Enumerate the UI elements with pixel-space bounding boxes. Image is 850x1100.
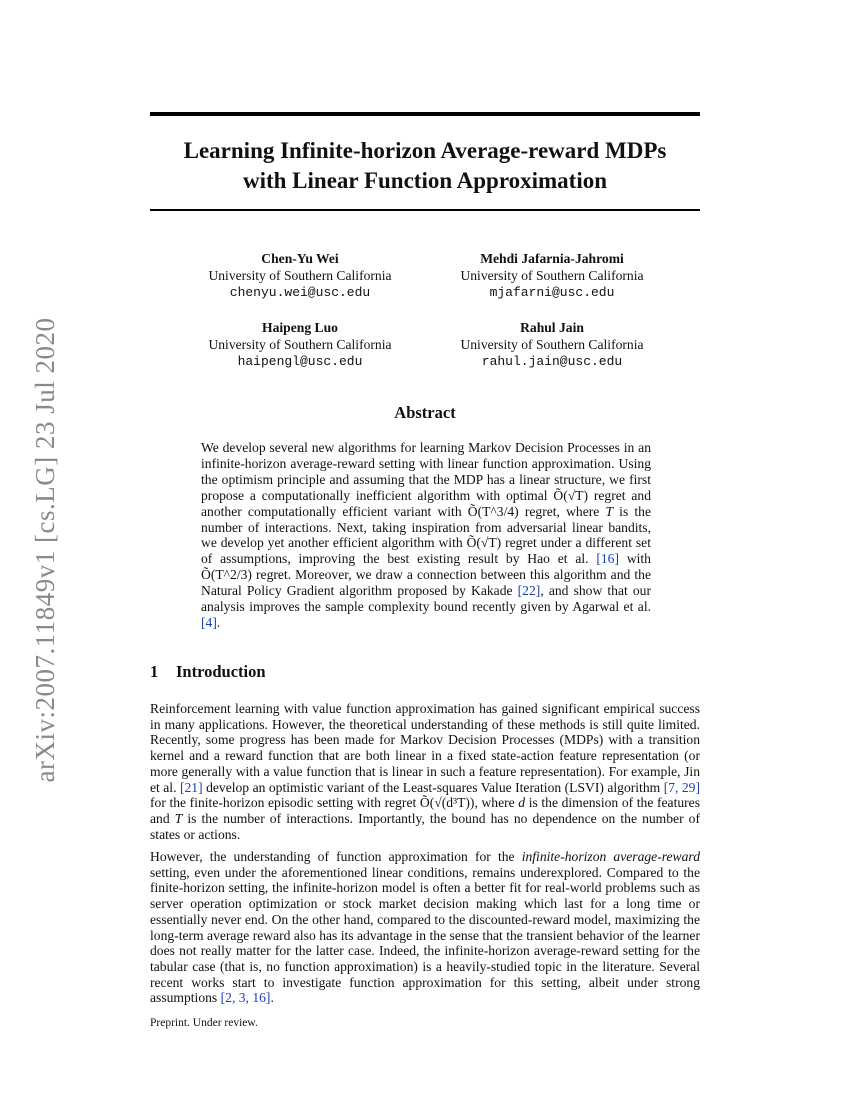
title-line-1: Learning Infinite-horizon Average-reward MDPs <box>183 138 667 163</box>
arxiv-id: arXiv:2007.11849v1 [cs.LG] 23 Jul 2020 <box>30 317 60 783</box>
intro-paragraph-1: Reinforcement learning with value function approximation has gained significant empirical success in many applications. However, the theoretical understanding of these methods is still quite limited. Recently, some progress has been made for Markov Decision Processes (MDPs) with a transition kernel and a reward function that are both linear in a fixed state-action feature representation (or more generally with a value function that is linear in such a feature representation). For example, Jin et al. [21] develop an optimistic variant of the Least-squares Value Iteration (LSVI) algorithm [7, 29] for the finite-horizon episodic setting with regret Õ(√(d³T)), where d is the dimension of the features and T is the number of interactions. Importantly, the bound has no dependence on the number of states or actions. <box>150 701 701 842</box>
abstract-heading: Abstract <box>394 403 456 422</box>
math: T <box>174 810 183 826</box>
author-affiliation: University of Southern California <box>208 268 392 283</box>
author-email[interactable]: haipengl@usc.edu <box>237 354 363 369</box>
author-name: Haipeng Luo <box>262 320 338 335</box>
intro-paragraph-2: However, the understanding of function approximation for the infinite-horizon average-reward setting, even under the aforementioned linear conditions, remains underexplored. Compared to the finite-horizon setting, the infinite-horizon model is often a better fit for real-world problems such as server operation optimization or stock market decision making which last for a long time or essentially never end. On the other hand, compared to the discounted-reward model, maximizing the long-term average reward also has its advantage in the sense that the transient behavior of the learner does not really matter for the latter case. Indeed, the infinite-horizon average-reward setting for the tabular case (that is, no function approximation) is a heavily-studied topic in the literature. Several recent works start to investigate function approximation for this setting, albeit under strong assumptions [2, 3, 16]. <box>150 849 700 1006</box>
author-block-2 <box>422 250 682 301</box>
author-affiliation: University of Southern California <box>460 268 644 283</box>
title-rule-top <box>150 112 700 116</box>
title-rule-bottom <box>150 209 700 211</box>
preprint-footer: Preprint. Under review. <box>150 1017 258 1029</box>
author-name: Mehdi Jafarnia-Jahromi <box>480 251 624 266</box>
abstract-body: We develop several new algorithms for learning Markov Decision Processes in an infinite-horizon average-reward setting with linear function approximation. Using the optimism principle and assuming that the MDP has a linear structure, we first propose a computationally inefficient algorithm with optimal Õ(√T) regret and another computationally efficient variant with Õ(T^3/4) regret, where T is the number of interactions. Next, taking inspiration from adversarial linear bandits, we develop yet another efficient algorithm with Õ(√T) regret under a different set of assumptions, improving the best existing result by Hao et al. [16] with Õ(T^2/3) regret. Moreover, we draw a connection between this algorithm and the Natural Policy Gradient algorithm proposed by Kakade [22], and show that our analysis improves the sample complexity bound recently given by Agarwal et al. [4]. <box>201 440 651 630</box>
author-email[interactable]: rahul.jain@usc.edu <box>481 354 623 369</box>
arxiv-watermark <box>10 300 60 800</box>
math: Õ(T^2/3) <box>201 567 252 583</box>
author-email[interactable]: chenyu.wei@usc.edu <box>229 285 371 300</box>
math: Õ(√T) <box>466 535 502 551</box>
author-affiliation: University of Southern California <box>208 337 392 352</box>
author-name: Rahul Jain <box>520 320 584 335</box>
math: T <box>605 503 614 519</box>
emphasis: infinite-horizon average-reward <box>521 849 700 864</box>
author-block-4 <box>422 319 682 370</box>
math: Õ(T^3/4) <box>467 503 519 519</box>
author-name: Chen-Yu Wei <box>261 251 339 266</box>
citation-link[interactable]: [7, 29] <box>663 779 700 795</box>
math: Õ(√T) <box>553 487 589 503</box>
author-block-3 <box>170 319 430 370</box>
author-block-1 <box>170 250 430 301</box>
author-email[interactable]: mjafarni@usc.edu <box>489 285 615 300</box>
author-affiliation: University of Southern California <box>460 337 644 352</box>
citation-link[interactable]: [22] <box>517 583 541 599</box>
math: Õ(√(d³T)) <box>419 795 475 811</box>
paper-title <box>150 136 700 196</box>
section-heading <box>150 662 266 682</box>
citation-link[interactable]: [16] <box>596 551 620 567</box>
citation-link[interactable]: [2, 3, 16] <box>220 990 271 1006</box>
section-number: 1 <box>150 662 159 681</box>
citation-link[interactable]: [21] <box>179 779 203 795</box>
citation-link[interactable]: [4] <box>201 614 217 630</box>
section-title: Introduction <box>176 662 266 681</box>
title-line-2: with Linear Function Approximation <box>242 168 607 193</box>
math: d <box>518 795 526 811</box>
